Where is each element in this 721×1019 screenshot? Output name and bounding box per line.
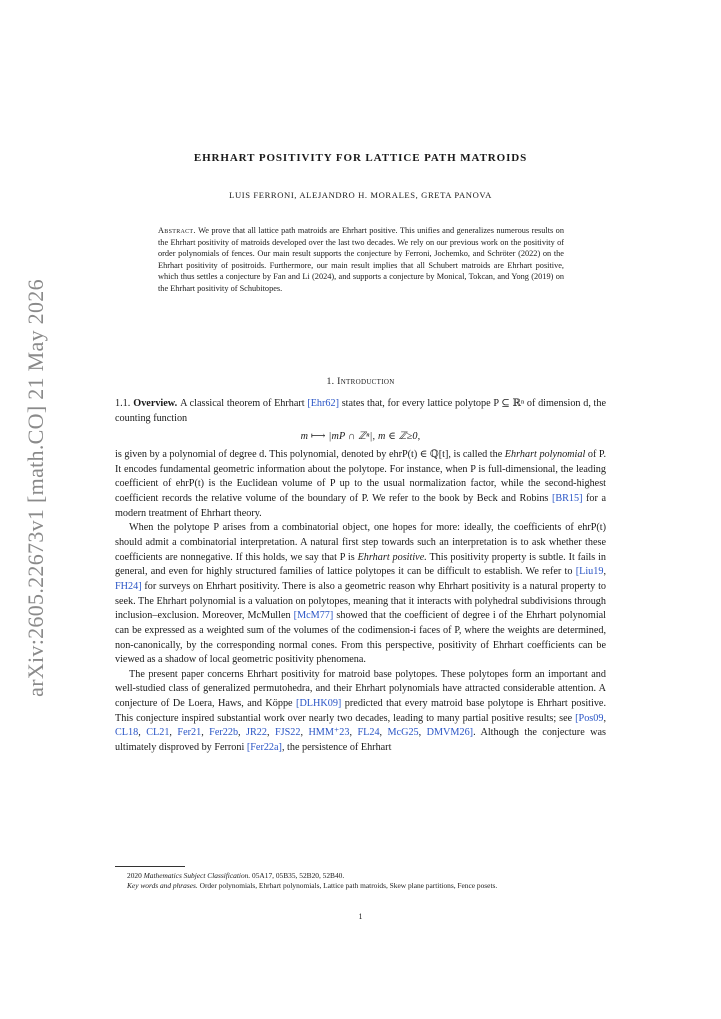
- citation-link[interactable]: [BR15]: [551, 492, 583, 504]
- citation-link[interactable]: [McM77]: [293, 610, 334, 622]
- citation-separator: ,: [379, 727, 388, 739]
- body-text: This positivity property is subtle. It fails in general, and even for highly structured families of lattice polytopes it can be difficult to establish. We refer to: [115, 551, 606, 578]
- citation-link[interactable]: FJS22: [274, 727, 301, 739]
- footnote-rule: [115, 866, 185, 867]
- body-text: states that, for every lattice polytope P ⊆ ℝⁿ of dimension d, the counting function: [115, 398, 606, 424]
- section-number: 1.: [326, 376, 335, 387]
- subsection-heading: Overview.: [133, 398, 178, 409]
- citation-link[interactable]: DMVM26]: [426, 727, 474, 739]
- section-heading: [115, 376, 606, 387]
- citation-separator: ,: [238, 727, 247, 739]
- paragraph: [115, 521, 606, 668]
- subsection-number: 1.1.: [115, 398, 131, 409]
- arxiv-identifier-stamp: [20, 278, 52, 698]
- citation-link[interactable]: McG25: [387, 727, 419, 739]
- citation-separator: ,: [266, 727, 275, 739]
- footnotes: [115, 871, 606, 892]
- citation-link[interactable]: CL21: [146, 727, 170, 739]
- citation-link[interactable]: FH24]: [115, 580, 142, 592]
- display-equation: m ⟼ |mP ∩ ℤⁿ|, m ∈ ℤ≥0,: [300, 431, 421, 443]
- citation-link[interactable]: Fer22b: [209, 727, 239, 739]
- citation-link[interactable]: [Ehr62]: [307, 398, 339, 409]
- main-body: [115, 397, 606, 756]
- emphasis-text: Ehrhart polynomial: [504, 448, 586, 460]
- body-text: . Although the conjecture was ultimately disproved by Ferroni: [115, 727, 606, 754]
- body-text: ,: [603, 566, 606, 578]
- citation-link[interactable]: FL24: [357, 727, 380, 739]
- page-number: 1: [358, 912, 363, 921]
- body-text: When the polytope P arises from a combinatorial object, one hopes for more: ideally, the coefficients of ehrP(t) should admit a combinatorial interpretation. A natural first step towards such an interpretation is to ask whether these coefficients are nonnegative. If this holds, we say that P is: [115, 522, 606, 563]
- citation-separator: ,: [138, 727, 147, 739]
- body-text: of P. It encodes fundamental geometric information about the polytope. For instance, when P is full-dimensional, the leading coefficient of ehrP(t) is the Euclidean volume of P up to the usual normalization factor, while the second-highest coefficient records the relative volume of the boundary of P. We refer to the book by Beck and Robins: [115, 448, 607, 504]
- abstract: [158, 225, 564, 294]
- citation-separator: ,: [603, 712, 606, 724]
- body-text: for surveys on Ehrhart positivity. There is also a geometric reason why Ehrhart positivity is a natural property to seek. The Ehrhart polynomial is a valuation on polytopes, meaning that it interacts with polyhedral subdivisions through inclusion–exclusion. Moreover, McMullen: [115, 580, 606, 622]
- citation-separator: ,: [201, 727, 210, 739]
- msc-codes: 05A17, 05B35, 52B20, 52B40.: [250, 871, 345, 880]
- citation-link[interactable]: CL18: [115, 727, 139, 739]
- body-text: for a modern treatment of Ehrhart theory.: [115, 492, 606, 519]
- citation-link[interactable]: [DLHK09]: [296, 698, 342, 710]
- citation-separator: ,: [349, 727, 358, 739]
- abstract-text: We prove that all lattice path matroids are Ehrhart positive. This unifies and generalizes numerous results on the Ehrhart positivity of matroids developed over the last two decades. We rely on our previous work on the positivity of order polynomials of fences. Our main result supports the conjecture by Ferroni, Jochemko, and Schröter (2022) on the Ehrhart positivity of positroids. Furthermore, our main result implies that all Schubert matroids are Ehrhart positive, which thus settles a conjecture by Fan and Li (2024), and supports a conjecture by Monical, Tokcan, and Yong (2019) on the Ehrhart positivity of Schubitopes.: [158, 226, 564, 293]
- msc-footnote: [115, 871, 606, 881]
- citation-link[interactable]: [Pos09: [575, 712, 604, 724]
- citation-link[interactable]: [Liu19: [575, 566, 604, 578]
- paper-title: EHRHART POSITIVITY FOR LATTICE PATH MATROIDS: [193, 152, 528, 164]
- msc-year: 2020: [127, 871, 144, 880]
- citation-separator: ,: [300, 727, 309, 739]
- paper-authors: LUIS FERRONI, ALEJANDRO H. MORALES, GRETA PANOVA: [229, 190, 492, 200]
- keywords-footnote: [115, 881, 606, 891]
- citation-link[interactable]: HMM⁺23: [308, 727, 350, 739]
- citation-link[interactable]: Fer21: [177, 727, 202, 739]
- body-text: is given by a polynomial of degree d. This polynomial, denoted by ehrP(t) ∈ ℚ[t], is called the: [115, 448, 505, 460]
- body-text: showed that the coefficient of degree i of the Ehrhart polynomial can be expressed as a weighted sum of the volumes of the codimension-i faces of P, where the weights are determined, non-canonically, by the corresponding normal cones. From this perspective, positivity of Ehrhart coefficients can be viewed as a shadow of local geometric positivity phenomena.: [115, 610, 606, 666]
- msc-label: Mathematics Subject Classification.: [143, 871, 251, 880]
- body-text: predicted that every matroid base polytope is Ehrhart positive. This conjecture inspired substantial work over nearly two decades, leading to many partial positive results; see: [115, 698, 607, 724]
- overview-paragraph: [115, 397, 606, 426]
- citation-separator: ,: [169, 727, 178, 739]
- citation-separator: ,: [418, 727, 427, 739]
- body-text: A classical theorem of Ehrhart: [180, 398, 308, 409]
- paragraph: [115, 668, 606, 756]
- body-text: The present paper concerns Ehrhart positivity for matroid base polytopes. These polytopes form an important and well-studied class of generalized permutohedra, and their Ehrhart polynomials have attracted considerable attention. A conjecture of De Loera, Haws, and Köppe: [115, 668, 606, 710]
- keywords-label: Key words and phrases.: [127, 881, 198, 891]
- abstract-label: Abstract.: [158, 226, 196, 235]
- paragraph: [115, 448, 606, 521]
- section-title: Introduction: [337, 376, 395, 387]
- body-text: , the persistence of Ehrhart: [281, 742, 392, 754]
- citation-link[interactable]: JR22: [246, 727, 267, 739]
- keywords-text: Order polynomials, Ehrhart polynomials, Lattice path matroids, Skew plane partitions, Fence posets.: [197, 881, 498, 891]
- emphasis-text: Ehrhart positive.: [357, 551, 427, 563]
- arxiv-identifier-text: arXiv:2605.22673v1 [math.CO] 21 May 2026: [23, 279, 49, 697]
- citation-link[interactable]: [Fer22a]: [246, 742, 282, 754]
